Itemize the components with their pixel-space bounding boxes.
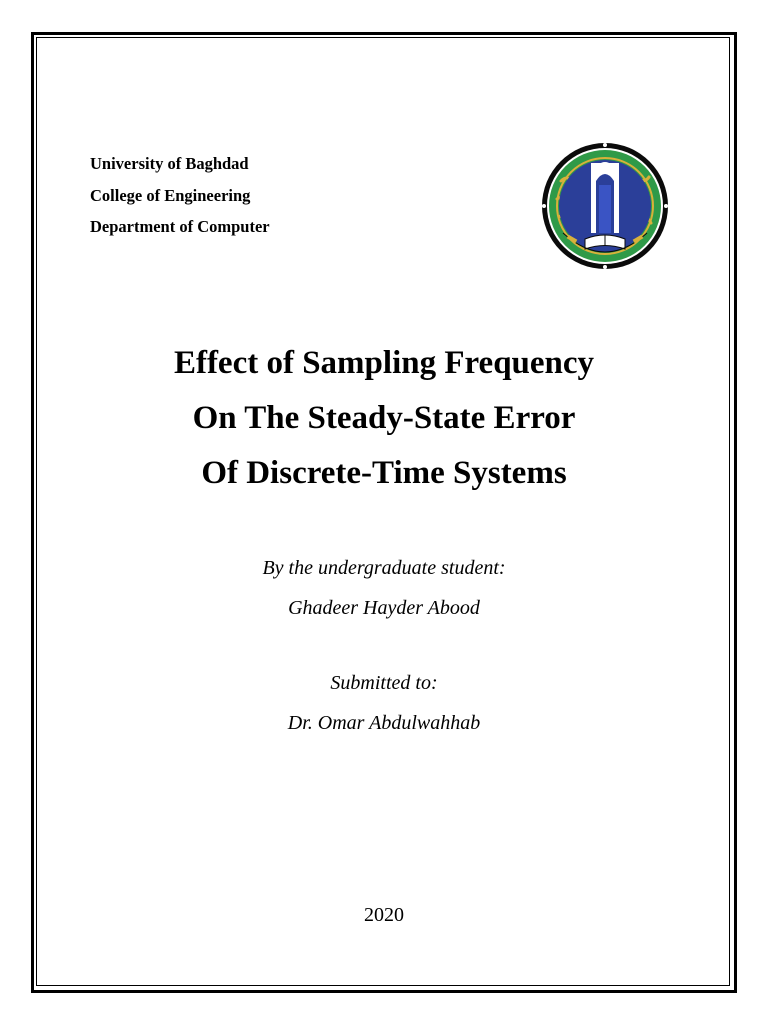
supervisor-name: Dr. Omar Abdulwahhab (287, 711, 481, 734)
title-line-3: Of Discrete-Time Systems (201, 455, 567, 491)
university-seal-logo (541, 141, 669, 271)
title-line-2: On The Steady-State Error (192, 400, 576, 436)
college-name: College of Engineering (90, 185, 251, 205)
submission-block (0, 664, 768, 743)
title-line-1: Effect of Sampling Frequency (173, 345, 595, 381)
author-name: Ghadeer Hayder Abood (288, 596, 480, 619)
year: 2020 (364, 904, 404, 926)
submitted-label: Submitted to: (330, 672, 438, 694)
department-name: Department of Computer (90, 217, 270, 236)
university-name: University of Baghdad (90, 154, 249, 173)
author-block (0, 549, 768, 628)
author-label: By the undergraduate student: (262, 557, 506, 579)
thesis-title (0, 336, 768, 501)
institution-block (90, 148, 270, 243)
